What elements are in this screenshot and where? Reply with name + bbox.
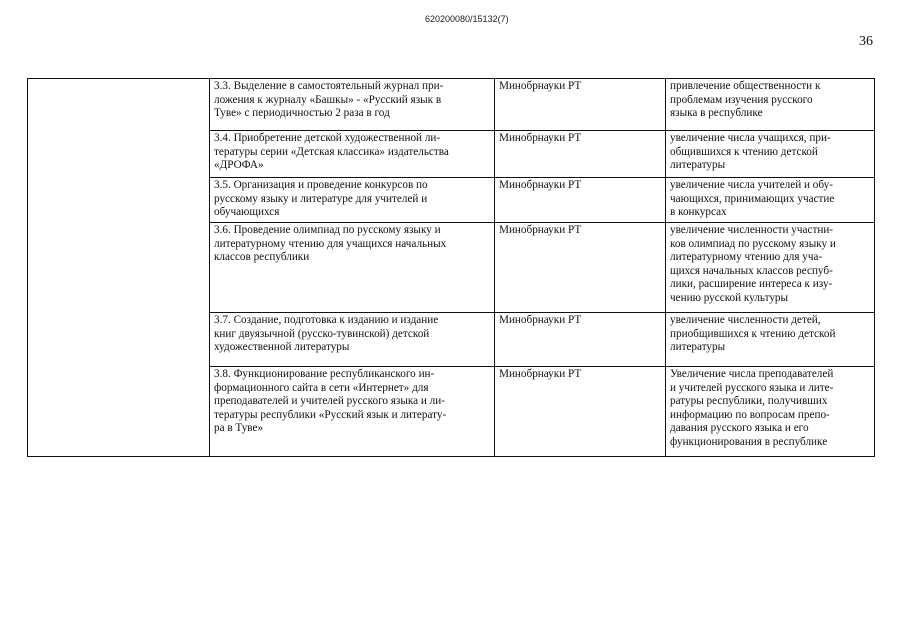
executor-cell: Минобрнауки РТ [495, 313, 666, 367]
page-number: 36 [859, 34, 873, 49]
result-cell: увеличение числа учителей и обу- чающихся, принимающих участие в конкурсах [666, 178, 875, 223]
measure-cell: 3.8. Функционирование республиканского ин- формационного сайта в сети «Интернет» для преподавателей и учителей русского языка и ли- тературы республики «Русский язык и литерату- ра в Туве» [210, 367, 495, 457]
measures-table [27, 78, 875, 457]
result-cell: привлечение общественности к проблемам изучения русского языка в республике [666, 79, 875, 131]
merged-blank-cell [28, 79, 210, 457]
measure-cell: 3.6. Проведение олимпиад по русскому языку и литературному чтению для учащихся начальных классов республики [210, 223, 495, 313]
measure-cell: 3.3. Выделение в самостоятельный журнал при- ложения к журналу «Башкы» - «Русский язык в Туве» с периодичностью 2 раза в год [210, 79, 495, 131]
measure-cell: 3.7. Создание, подготовка к изданию и издание книг двуязычной (русско-тувинской) детской художественной литературы [210, 313, 495, 367]
result-cell: Увеличение числа преподавателей и учителей русского языка и лите- ратуры республики, получивших информацию по вопросам препо- давания русского языка и его функционирования в республике [666, 367, 875, 457]
measure-cell: 3.4. Приобретение детской художественной ли- тературы серии «Детская классика» издательства «ДРОФА» [210, 131, 495, 178]
measure-cell: 3.5. Организация и проведение конкурсов по русскому языку и литературе для учителей и обучающихся [210, 178, 495, 223]
executor-cell: Минобрнауки РТ [495, 131, 666, 178]
table-row [28, 79, 875, 131]
executor-cell: Минобрнауки РТ [495, 79, 666, 131]
result-cell: увеличение численности участни- ков олимпиад по русскому языку и литературному чтению для уча- щихся начальных классов респуб- лики, расширение интереса к изу- чению русской культуры [666, 223, 875, 313]
executor-cell: Минобрнауки РТ [495, 367, 666, 457]
executor-cell: Минобрнауки РТ [495, 178, 666, 223]
result-cell: увеличение числа учащихся, при- общившихся к чтению детской литературы [666, 131, 875, 178]
result-cell: увеличение численности детей, приобщившихся к чтению детской литературы [666, 313, 875, 367]
executor-cell: Минобрнауки РТ [495, 223, 666, 313]
document-id: 620200080/15132(7) [425, 14, 509, 24]
